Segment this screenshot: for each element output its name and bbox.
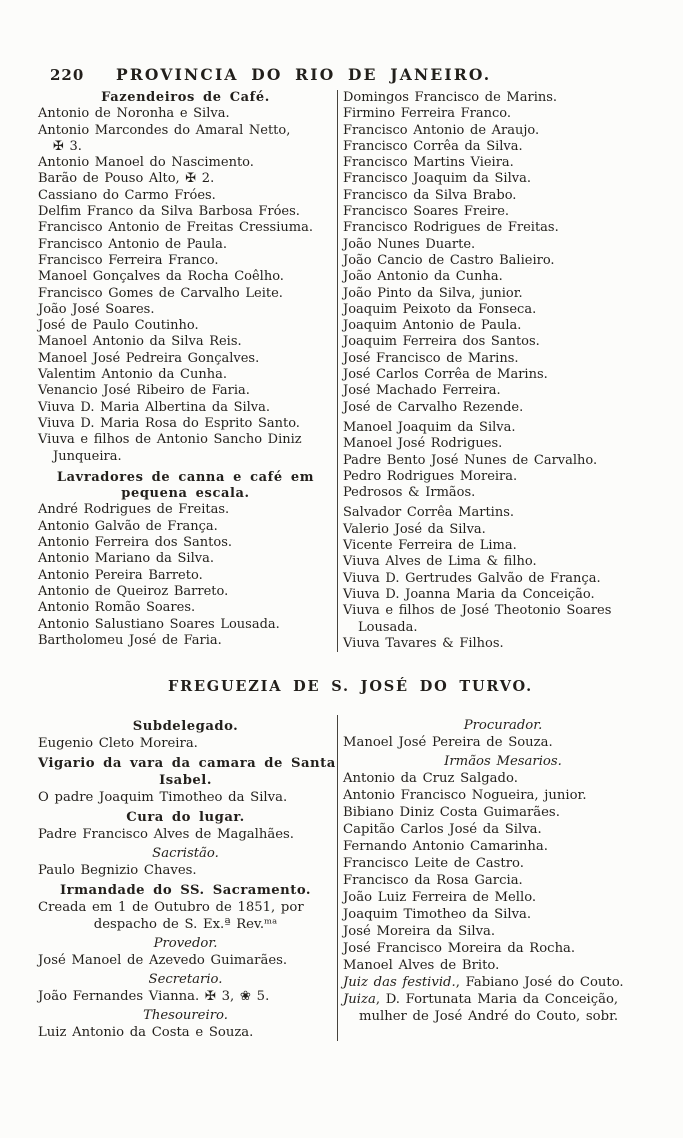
running-title: PROVINCIA DO RIO DE JANEIRO. [116,65,492,84]
entry-text: José Moreira da Silva. [343,924,496,940]
list-entry: Francisco Gomes de Carvalho Leite. [38,285,283,301]
entry-line [343,889,663,906]
entry-second-line: Isabel. [159,773,212,789]
list-entry: Valerio José da Silva. [343,521,486,537]
list-entry: Francisco Soares Freire. [343,204,510,220]
entry-line [38,845,333,862]
list-entry: Francisco Corrêa da Silva. [343,138,523,154]
entry-text: Vigario da vara da camara de Santa [38,756,336,772]
list-entry: José Francisco de Marins. [343,350,519,366]
list-entry: Viuva Alves de Lima & filho. [343,554,537,570]
entry-second-line: mulher de José André do Couto, sobr. [359,1009,619,1025]
list-entry: Manoel Antonio da Silva Reis. [38,334,242,350]
lavradores-heading [38,470,333,503]
list-entry: José Machado Ferreira. [343,383,501,399]
entry-text: João Luiz Ferreira de Mello. [343,890,537,906]
list-entry: Manoel Gonçalves da Rocha Coêlho. [38,269,284,285]
entry-line [343,787,663,804]
entry-line [343,753,663,770]
entry-line [38,755,336,789]
entry-line [38,1024,333,1041]
entry-line [343,821,663,838]
entry-line [38,826,333,843]
list-entry: Joaquim Peixoto da Fonseca. [343,301,537,317]
list-entry: José de Carvalho Rezende. [343,399,524,415]
entry-text: Creada em 1 de Outubro de 1851, por [38,900,304,916]
entry-line [343,838,663,855]
list-entry: Francisco Ferreira Franco. [38,252,219,268]
list-entry: Vicente Ferreira de Lima. [343,538,517,554]
entry-text: Procurador. [463,718,543,734]
entry-text: Eugenio Cleto Moreira. [38,736,198,752]
list-entry: Francisco Martins Vieira. [343,155,514,171]
entry-text: Padre Francisco Alves de Magalhães. [38,827,294,843]
fazendeiros-list [38,106,333,465]
entry-line [38,1007,333,1024]
entry-text: Thesoureiro. [143,1008,228,1024]
fazendeiros-right-column [337,90,663,652]
entry-line [343,717,663,734]
list-entry: Antonio Galvão de França. [38,518,218,534]
entry-line [343,855,663,872]
entry-text: Francisco Leite de Castro. [343,856,524,872]
list-entry: Salvador Corrêa Martins. [343,505,515,521]
list-entry: Antonio Mariano da Silva. [38,551,214,567]
lavradores-list [38,502,333,649]
entry-line [38,899,333,933]
entry-line [343,940,663,957]
list-entry: João José Soares. [38,301,155,317]
entry-text: Manoel Alves de Brito. [343,958,500,974]
list-entry: Delfim Franco da Silva Barbosa Fróes. [38,204,300,220]
entry-text: Secretario. [148,972,223,988]
list-entry: Antonio de Queiroz Barreto. [38,583,229,599]
entry-line [343,974,663,991]
entry-line [343,872,663,889]
section-fazendeiros [38,90,663,652]
list-entry: Francisco Antonio de Freitas Cressiuma. [38,220,313,236]
entry-text: Fernando Antonio Camarinha. [343,839,548,855]
list-entry: Antonio Romão Soares. [38,600,196,616]
entry-line [38,809,333,826]
list-entry: Pedro Rodrigues Moreira. [343,468,518,484]
list-entry: Padre Bento José Nunes de Carvalho. [343,452,598,468]
entry-line [38,789,333,806]
page-content [0,90,683,1041]
fazendeiros-list-continued [343,90,663,652]
list-entry: Valentim Antonio da Cunha. [38,367,227,383]
list-entry: Cassiano do Carmo Fróes. [38,187,216,203]
entry-text: Provedor. [153,936,218,952]
list-entry: Viuva e filhos de José Theotonio Soares [343,603,612,619]
entry-text: Subdelegado. [132,719,239,735]
entry-text: Capitão Carlos José da Silva. [343,822,542,838]
entry-line [38,718,333,735]
list-entry: Joaquim Antonio de Paula. [343,318,522,334]
list-entry: Antonio Marcondes do Amaral Netto, [38,122,291,138]
entry-line [38,988,333,1005]
officials-list-right [343,717,663,1025]
list-entry: Francisco Antonio de Paula. [38,236,227,252]
entry-line [38,882,333,899]
list-entry: João Pinto da Silva, junior. [343,285,523,301]
entry-line [343,957,663,974]
list-entry: Venancio José Ribeiro de Faria. [38,383,250,399]
entry-text: Irmandade do SS. Sacramento. [59,883,312,899]
entry-text: Antonio Francisco Nogueira, junior. [343,788,587,804]
list-entry: Francisco Antonio de Araujo. [343,122,540,138]
entry-text: José Manoel de Azevedo Guimarães. [38,953,288,969]
freguezia-right-column [337,715,663,1041]
entry-text: Joaquim Timotheo da Silva. [343,907,532,923]
list-entry: Viuva D. Gertrudes Galvão de França. [343,570,601,586]
officials-list-left [38,718,336,1041]
page-number: 220 [50,66,85,84]
list-entry: Viuva D. Maria Rosa do Esprito Santo. [38,415,300,431]
lavradores-heading-line2: pequena escala. [121,486,250,502]
list-entry: Viuva Tavares & Filhos. [343,635,504,651]
entry-text: O padre Joaquim Timotheo da Silva. [38,790,288,806]
entry-line [343,923,663,940]
entry-line [343,734,663,751]
list-entry: Francisco Rodrigues de Freitas. [343,220,559,236]
entry-text: José Francisco Moreira da Rocha. [343,941,576,957]
entry-text: Francisco da Rosa Garcia. [343,873,523,889]
list-entry: Manoel Joaquim da Silva. [343,419,516,435]
list-entry: Firmino Ferreira Franco. [343,106,511,122]
list-entry: ✠ 3. [53,138,82,154]
fazendeiros-heading: Fazendeiros de Café. [101,90,270,105]
entry-italic-lead: Juiza [343,992,376,1008]
list-entry: João Cancio de Castro Balieiro. [343,252,555,268]
section-freguezia [38,715,663,1041]
list-entry: Lousada. [358,619,418,635]
list-entry: Antonio Manoel do Nascimento. [38,155,254,171]
entry-text: Irmãos Mesarios. [444,754,562,770]
list-entry: Domingos Francisco de Marins. [343,90,558,105]
list-entry: Manoel José Rodrigues. [343,436,503,452]
entry-line [343,991,663,1025]
list-entry: João Nunes Duarte. [343,236,476,252]
running-header [0,0,683,90]
list-entry: Viuva D. Joanna Maria da Conceição. [343,586,595,602]
list-entry: José Carlos Corrêa de Marins. [343,367,548,383]
freguezia-title: FREGUEZIA DE S. JOSÉ DO TURVO. [168,678,533,696]
entry-line [38,735,333,752]
list-entry: Manoel José Pedreira Gonçalves. [38,350,260,366]
entry-line [343,804,663,821]
entry-text: João Fernandes Vianna. ✠ 3, ❀ 5. [38,989,270,1005]
list-entry: Viuva e filhos de Antonio Sancho Diniz [38,432,302,448]
list-entry: Viuva D. Maria Albertina da Silva. [38,399,271,415]
entry-text: Manoel José Pereira de Souza. [343,735,553,751]
list-entry: José de Paulo Coutinho. [38,318,199,334]
list-entry: Bartholomeu José de Faria. [38,632,222,648]
entry-text: , Fabiano José do Couto. [455,975,624,991]
entry-line [38,862,333,879]
entry-line [38,935,333,952]
fazendeiros-left-column [38,90,337,652]
entry-text: Cura do lugar. [126,810,245,826]
entry-text: , D. Fortunata Maria da Conceição, [375,992,619,1008]
freguezia-left-column [38,715,337,1041]
list-entry: Joaquim Ferreira dos Santos. [343,334,540,350]
entry-text: Paulo Begnizio Chaves. [38,863,197,879]
list-entry: Pedrosos & Irmãos. [343,485,476,501]
entry-text: Luiz Antonio da Costa e Souza. [38,1025,254,1041]
entry-second-line: despacho de S. Ex.ª Rev.ᵐᵃ [93,917,278,933]
list-entry: Antonio Ferreira dos Santos. [38,535,233,551]
entry-text: Sacristão. [152,846,219,862]
entry-italic-lead: Juiz das festivid. [343,975,456,991]
entry-text: Bibiano Diniz Costa Guimarães. [343,805,560,821]
list-entry: João Antonio da Cunha. [343,269,503,285]
list-entry: Antonio Salustiano Soares Lousada. [38,616,280,632]
list-entry: Junqueira. [53,448,122,464]
list-entry: Francisco da Silva Brabo. [343,187,517,203]
entry-line [38,971,333,988]
list-entry: Antonio Pereira Barreto. [38,567,203,583]
lavradores-heading-line1: Lavradores de canna e café em [56,469,315,485]
list-entry: André Rodrigues de Freitas. [38,502,230,518]
entry-text: Antonio da Cruz Salgado. [343,771,518,787]
entry-line [343,770,663,787]
list-entry: Francisco Joaquim da Silva. [343,171,531,187]
list-entry: Barão de Pouso Alto, ✠ 2. [38,171,215,187]
entry-line [38,952,333,969]
entry-line [343,906,663,923]
list-entry: Antonio de Noronha e Silva. [38,106,230,122]
